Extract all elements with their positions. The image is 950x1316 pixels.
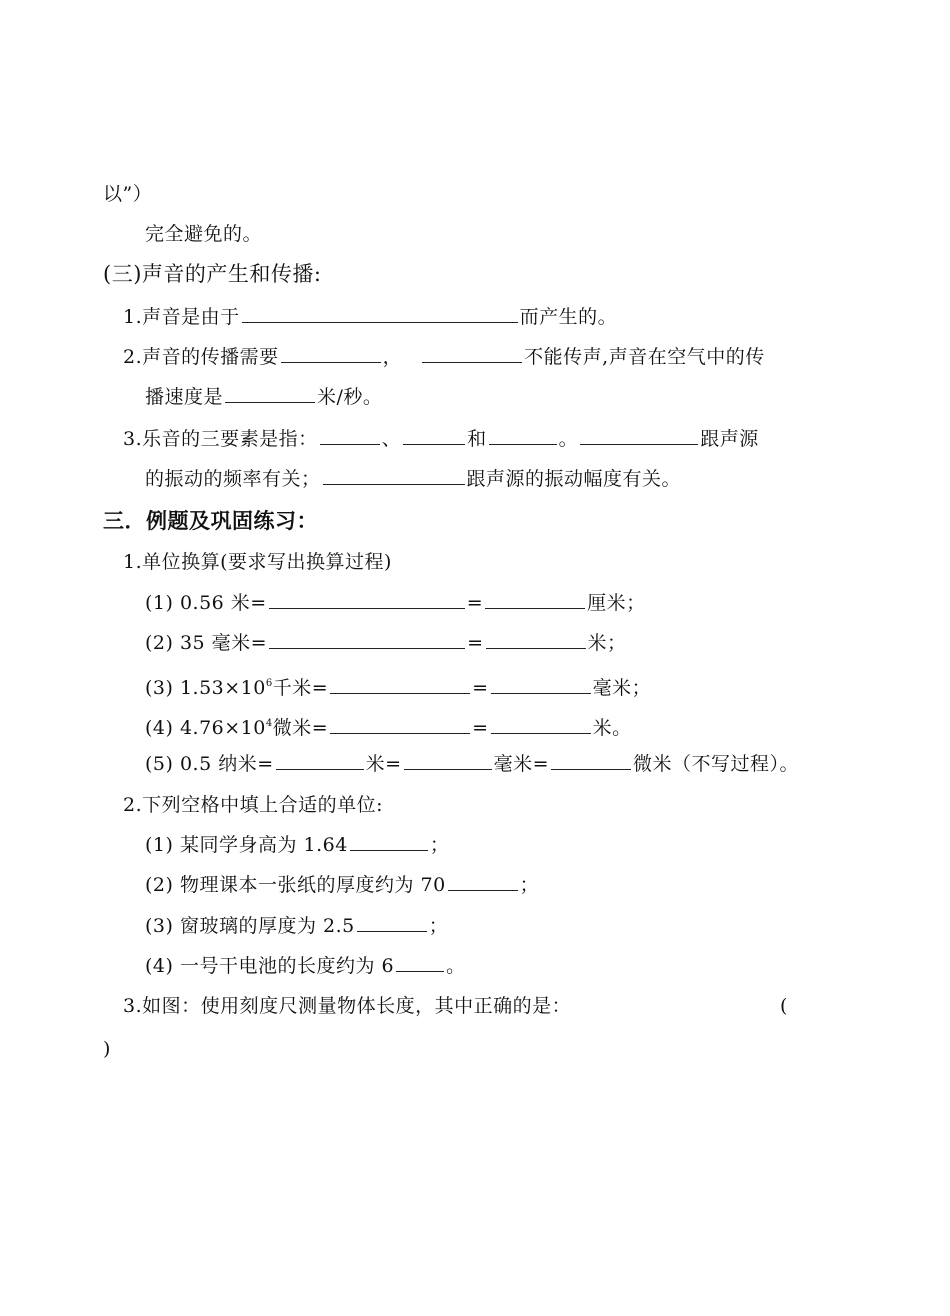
question-text: 1.单位换算(要求写出换算过程) (123, 551, 392, 573)
question-line (145, 913, 448, 939)
question-line (145, 630, 627, 656)
question-text: 和 (467, 428, 487, 450)
question-text: 而产生的。 (519, 306, 618, 328)
answer-blank[interactable] (491, 675, 591, 694)
answer-blank[interactable] (551, 751, 631, 770)
answer-blank[interactable] (276, 751, 364, 770)
question-line (123, 426, 759, 452)
section-heading (103, 261, 321, 287)
question-text: (1) 某同学身高为 1.64 (145, 834, 348, 856)
question-line (145, 671, 651, 701)
answer-blank[interactable] (281, 344, 381, 363)
question-text: 毫米； (592, 677, 652, 699)
heading-text: 三．例题及巩固练习： (103, 509, 318, 533)
question-text: (2) 物理课本一张纸的厚度约为 70 (145, 874, 446, 896)
question-line (145, 953, 466, 979)
question-line (145, 466, 681, 492)
question-text: ， (382, 346, 403, 368)
answer-blank[interactable] (357, 913, 427, 932)
question-line (123, 344, 765, 370)
bracket-open: ( (780, 995, 788, 1017)
answer-blank[interactable] (403, 426, 465, 445)
question-text: (4) 一号干电池的长度约为 6 (145, 955, 395, 977)
answer-blank[interactable] (350, 832, 428, 851)
question-text: 。 (558, 428, 579, 450)
question-text: 米； (587, 632, 627, 654)
question-text: 2.下列空格中填上合适的单位: (123, 794, 384, 816)
question-text: = (467, 632, 484, 654)
answer-blank[interactable] (320, 426, 380, 445)
answer-blank[interactable] (323, 466, 465, 485)
question-text: 3.如图：使用刻度尺测量物体长度，其中正确的是： (123, 995, 572, 1017)
answer-blank[interactable] (485, 590, 585, 609)
question-line (145, 590, 646, 616)
answer-blank[interactable] (489, 426, 557, 445)
question-text: 。 (446, 955, 466, 977)
question-text: = (472, 717, 489, 739)
text-line (103, 181, 152, 207)
question-line (123, 993, 571, 1019)
answer-blank[interactable] (491, 715, 591, 734)
answer-blank[interactable] (225, 384, 315, 403)
question-line (123, 792, 383, 818)
answer-blank[interactable] (242, 304, 518, 323)
question-text: 米/秒。 (317, 386, 383, 408)
answer-blank[interactable] (422, 344, 522, 363)
heading-text: (三)声音的产生和传播: (103, 262, 322, 286)
line-text: 完全避免的。 (145, 223, 263, 245)
question-text: 跟声源的振动幅度有关。 (466, 468, 682, 490)
question-text: 微米= (272, 717, 329, 739)
question-text: 播速度是 (145, 386, 224, 408)
question-text: (5) 0.5 纳米= (145, 753, 274, 775)
answer-blank[interactable] (269, 630, 465, 649)
question-text: 微米（不写过程）。 (632, 753, 799, 775)
question-text: 、 (381, 428, 402, 450)
answer-blank[interactable] (269, 590, 465, 609)
question-text: ； (429, 834, 450, 856)
exponent: 4 (265, 718, 273, 729)
question-line (123, 549, 392, 575)
question-text: (1) 0.56 米= (145, 592, 267, 614)
answer-blank[interactable] (580, 426, 698, 445)
question-text: 厘米； (587, 592, 646, 614)
answer-blank[interactable] (486, 630, 586, 649)
question-line (123, 304, 617, 330)
answer-blank[interactable] (404, 751, 492, 770)
question-text: (3) 1.53×10 (145, 677, 266, 699)
question-line (145, 751, 799, 777)
question-text: 跟声源 (700, 428, 759, 450)
question-text: = (472, 677, 489, 699)
answer-blank[interactable] (330, 715, 470, 734)
answer-blank[interactable] (330, 675, 470, 694)
question-text: 米。 (592, 717, 632, 739)
question-line (145, 384, 382, 410)
question-text: (3) 窗玻璃的厚度为 2.5 (145, 915, 355, 937)
question-text: = (466, 592, 484, 614)
exponent: 6 (265, 678, 273, 689)
question-line (145, 872, 539, 898)
question-line (145, 711, 632, 741)
question-text: 千米= (272, 677, 329, 699)
answer-bracket (780, 993, 788, 1019)
question-text: 2.声音的传播需要 (123, 346, 279, 368)
answer-bracket (103, 1036, 111, 1062)
question-text: (4) 4.76×10 (145, 717, 266, 739)
question-text: ； (519, 874, 540, 896)
line-text: 以”） (103, 183, 153, 205)
bracket-close: ) (103, 1038, 111, 1060)
question-text: 不能传声,声音在空气中的传 (524, 346, 765, 368)
question-text: 3.乐音的三要素是指： (123, 428, 318, 450)
question-text: 1.声音是由于 (123, 306, 240, 328)
question-text: 的振动的频率有关； (145, 468, 321, 490)
question-text: (2) 35 毫米= (145, 632, 268, 654)
text-line (145, 221, 262, 247)
question-line (145, 832, 449, 858)
section-heading (103, 508, 318, 534)
answer-blank[interactable] (396, 953, 444, 972)
question-text: 毫米= (493, 753, 549, 775)
question-text: ； (428, 915, 449, 937)
answer-blank[interactable] (448, 872, 518, 891)
question-text: 米= (365, 753, 402, 775)
